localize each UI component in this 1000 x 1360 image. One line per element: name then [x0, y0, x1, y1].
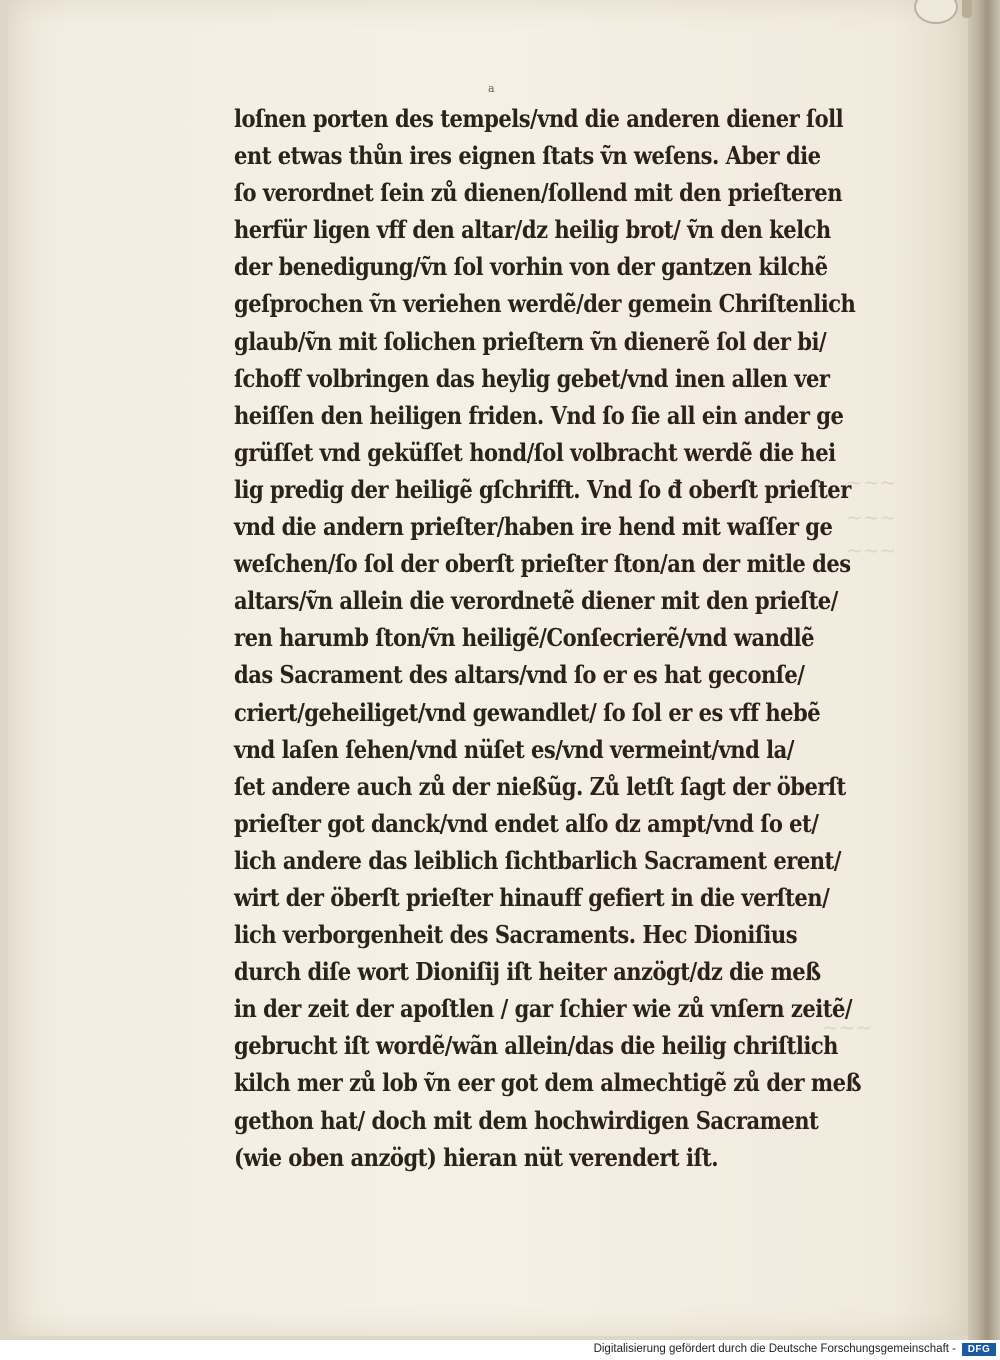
book-edge	[968, 0, 1000, 1340]
text-line: durch diſe wort Dioniſij iſt heiter anzögt/dz die meß	[234, 957, 821, 987]
dfg-logo: DFG	[962, 1343, 996, 1356]
text-line: ſo verordnet ſein zů dienen/ſollend mit den prieſteren	[234, 178, 842, 208]
text-line: kilch mer zů lob ṽn eer got dem almechtigẽ zů der meß	[234, 1068, 862, 1098]
text-line: lig predig der heiligẽ gſchrifft. Vnd ſo đ oberſt prieſter	[234, 474, 851, 504]
text-line: glaub/ṽn mit ſolichen prieſtern ṽn dienerẽ ſol der bi/	[234, 326, 827, 356]
text-line: ſet andere auch zů der nießũg. Zů letſt ſagt der öberſt	[234, 771, 846, 801]
book-ribbon	[962, 0, 972, 18]
text-line: vnd laſen ſehen/vnd nüſet es/vnd vermeint/vnd la/	[234, 734, 794, 764]
text-line: in der zeit der apoſtlen / gar ſchier wie zů vnſern zeitẽ/	[234, 994, 853, 1024]
text-line: gebrucht iſt wordẽ/wãn allein/das die heilig chriſtlich	[234, 1031, 838, 1061]
text-line: ent etwas thůn ires eignen ſtats ṽn weſens. Aber die	[234, 141, 821, 171]
text-line: grüſſet vnd geküſſet hond/ſol volbracht werdẽ die hei	[234, 437, 836, 467]
text-line: criert/geheiliget/vnd gewandlet/ ſo ſol er es vff hebẽ	[234, 697, 821, 727]
footer-bar	[0, 1340, 1000, 1360]
text-line: lich verborgenheit des Sacraments. Hec Dioniſius	[234, 920, 798, 950]
text-line: prieſter got danck/vnd endet alſo dz ampt/vnd ſo et/	[234, 808, 819, 838]
page-corner-mark	[914, 0, 958, 24]
text-line: das Sacrament des altars/vnd ſo er es hat geconſe/	[234, 660, 805, 690]
text-line: lich andere das leiblich ſichtbarlich Sacrament erent/	[234, 845, 841, 875]
text-line: herfür ligen vff den altar/dz heilig brot/ ṽn den kelch	[234, 215, 831, 245]
text-line: wirt der öberſt prieſter hinauff gefiert in die verſten/	[234, 882, 830, 912]
text-line: ſchoff volbringen das heylig gebet/vnd inen allen ver	[234, 363, 830, 393]
show-through-text: ~~~	[846, 470, 897, 494]
show-through-text: ~~~	[846, 505, 897, 529]
footer-credit: Digitalisierung gefördert durch die Deutsche Forschungsgemeinschaft -	[593, 1343, 956, 1355]
body-text	[234, 100, 914, 1176]
text-line: gethon hat/ doch mit dem hochwirdigen Sacrament	[234, 1105, 819, 1135]
text-line: geſprochen ṽn veriehen werdẽ/der gemein Chriſtenlich	[234, 289, 856, 319]
text-line: altars/ṽn allein die verordnetẽ diener mit den prieſte/	[234, 586, 838, 616]
text-line: vnd die andern prieſter/haben ire hend mit waſſer ge	[234, 512, 833, 542]
show-through-text: ~~~	[822, 1015, 873, 1039]
text-line: (wie oben anzögt) hieran nüt verendert iſt.	[234, 1142, 719, 1172]
book-page	[8, 0, 968, 1336]
text-line: der benedigung/ṽn ſol vorhin von der gantzen kilchẽ	[234, 252, 828, 282]
text-line: weſchen/ſo ſol der oberſt prieſter ſton/an der mitle des	[234, 549, 851, 579]
page-marker: a	[488, 82, 495, 95]
show-through-text: ~~~	[846, 538, 897, 562]
text-line: loſnen porten des tempels/vnd die anderen diener ſoll	[234, 104, 844, 133]
text-line: ren harumb ſton/ṽn heiligẽ/Conſecrierẽ/vnd wandlẽ	[234, 623, 815, 653]
text-line: heiſſen den heiligen friden. Vnd ſo ſie all ein ander ge	[234, 400, 844, 430]
